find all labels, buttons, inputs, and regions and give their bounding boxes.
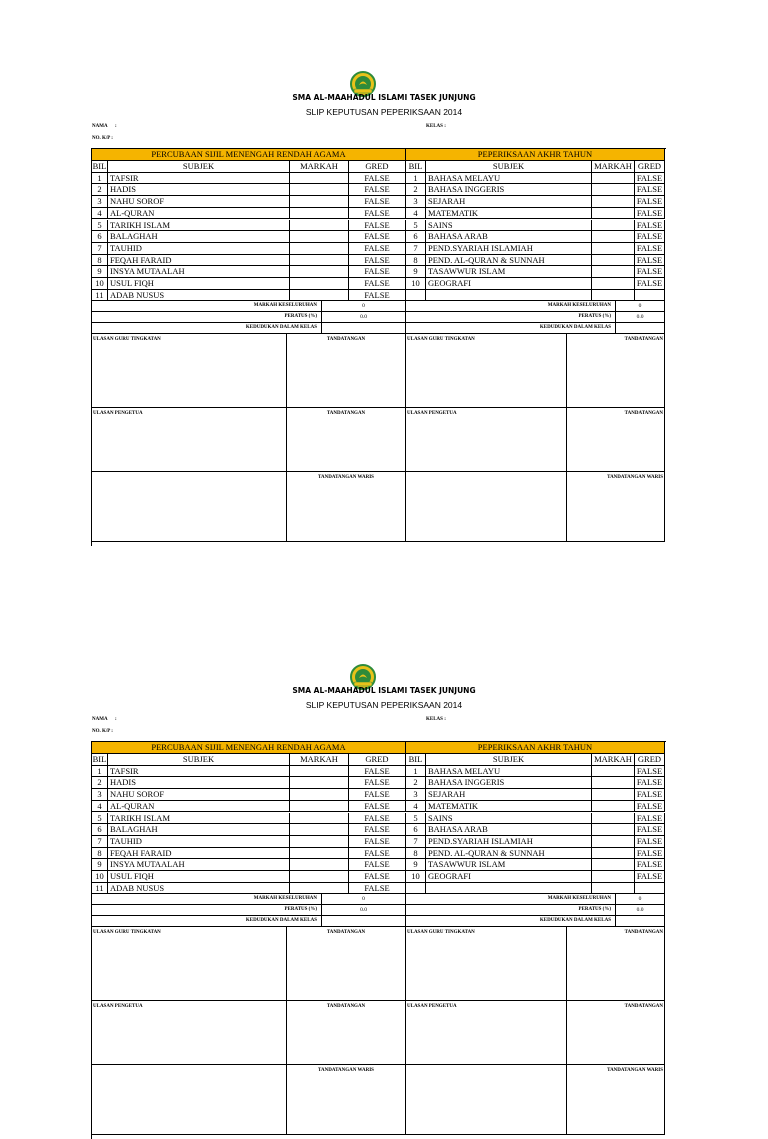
left-row-bil: 9 [92,266,108,278]
left-row-bil: 2 [92,184,108,196]
left-row-subjek: FEQAH FARAID [108,848,290,860]
right-row-markah-input[interactable] [592,766,635,778]
nama-label: NAMA [92,124,108,129]
left-tandatangan-guru-label: TANDATANGAN [326,930,366,936]
right-kedudukan-label: KEDUDUKAN DALAM KELAS [406,916,616,927]
right-row-markah-input[interactable] [592,243,635,255]
right-row-bil: 8 [406,255,426,267]
right-row-subjek: TASAWWUR ISLAM [426,266,592,278]
right-row-subjek: SEJARAH [426,789,592,801]
right-row-bil: 1 [406,766,426,778]
left-row-markah-input[interactable] [290,848,349,860]
right-peratus-label: PERATUS (%) [406,312,616,323]
left-row-bil: 4 [92,208,108,220]
right-row-subjek: SAINS [426,220,592,232]
right-results-section [406,742,665,1139]
left-row-subjek: TARIKH ISLAM [108,813,290,825]
right-row-gred: FALSE [635,266,665,278]
right-row-subjek: SEJARAH [426,196,592,208]
right-markah-keseluruhan-label: MARKAH KESELURUHAN [406,301,616,312]
right-row-markah-input[interactable] [592,255,635,267]
left-tandatangan-pengetua-box[interactable] [287,408,406,472]
left-col-bil: BIL [92,754,107,764]
right-row-empty [406,883,426,895]
result-slip [0,0,768,480]
right-row-bil: 5 [406,813,426,825]
left-row-gred: FALSE [349,266,406,278]
left-row-gred: FALSE [349,871,406,883]
right-ulasan-guru-box[interactable]: ULASAN GURU TINGKATAN [406,334,567,408]
right-row-bil: 10 [406,278,426,290]
left-kedudukan-value [322,916,406,927]
right-row-gred: FALSE [635,824,665,836]
left-row-subjek: TAFSIR [108,766,290,778]
left-section-title: PERCUBAAN SIJIL MENENGAH RENDAH AGAMA [92,149,406,161]
right-row-empty [592,290,635,302]
kelas-label: KELAS : [426,717,446,722]
right-row-markah-input[interactable] [592,777,635,789]
right-row-bil: 3 [406,196,426,208]
left-row-gred: FALSE [349,290,406,302]
left-row-bil: 8 [92,848,108,860]
left-row-gred: FALSE [349,255,406,267]
right-row-bil: 4 [406,208,426,220]
exam-title: SLIP KEPUTUSAN PEPERIKSAAN 2014 [305,107,463,117]
left-col-gred: GRED [349,161,406,173]
right-ulasan-pengetua-box[interactable]: ULASAN PENGETUA [406,408,567,472]
right-row-gred: FALSE [635,196,665,208]
left-row-bil: 11 [92,883,108,895]
right-row-gred: FALSE [635,243,665,255]
right-col-markah: MARKAH [592,754,635,766]
right-col-gred: GRED [635,161,665,173]
left-row-subjek: TARIKH ISLAM [108,220,290,232]
right-row-gred: FALSE [635,255,665,267]
school-name: SMA AL-MAAHADUL ISLAMI TASEK JUNJUNG [292,686,476,695]
right-row-markah-input[interactable] [592,208,635,220]
left-row-gred: FALSE [349,789,406,801]
right-row-subjek: BAHASA ARAB [426,231,592,243]
result-slip [0,593,768,1073]
right-row-gred: FALSE [635,859,665,871]
right-row-subjek: GEOGRAFI [426,871,592,883]
right-row-gred: FALSE [635,801,665,813]
right-row-gred: FALSE [635,813,665,825]
right-row-markah-input[interactable] [592,196,635,208]
right-tandatangan-waris-label: TANDATANGAN WARIS [607,1068,663,1074]
left-row-markah-input[interactable] [290,789,349,801]
left-tandatangan-guru-box[interactable] [287,927,406,1001]
right-row-gred: FALSE [635,848,665,860]
left-row-gred: FALSE [349,777,406,789]
right-row-subjek: PEND.SYARIAH ISLAMIAH [426,243,592,255]
left-results-section [92,742,406,1139]
right-row-markah-input[interactable] [592,220,635,232]
left-row-bil: 5 [92,813,108,825]
left-row-subjek: USUL FIQH [108,871,290,883]
right-row-bil: 4 [406,801,426,813]
left-row-subjek: TAFSIR [108,173,290,185]
left-ulasan-pengetua-box[interactable]: ULASAN PENGETUA [92,408,287,472]
left-markah-keseluruhan-label: MARKAH KESELURUHAN [92,301,322,312]
left-row-subjek: ADAB NUSUS [108,290,290,302]
right-row-markah-input[interactable] [592,836,635,848]
right-tandatangan-pengetua-box[interactable] [567,408,665,472]
right-row-gred: FALSE [635,278,665,290]
results-table [91,741,666,1139]
right-peratus-label: PERATUS (%) [406,905,616,916]
right-row-subjek: MATEMATIK [426,801,592,813]
left-peratus-value: 0.0 [322,312,406,323]
left-peratus-label: PERATUS (%) [92,312,322,323]
right-section-title: PEPERIKSAAN AKHR TAHUN [406,149,665,161]
right-markah-keseluruhan-label: MARKAH KESELURUHAN [406,894,616,905]
right-row-bil: 1 [406,173,426,185]
left-peratus-value: 0.0 [322,905,406,916]
left-markah-keseluruhan-value: 0 [322,301,406,312]
right-row-subjek: BAHASA ARAB [426,824,592,836]
left-row-markah-input[interactable] [290,290,349,302]
left-row-markah-input[interactable] [290,220,349,232]
right-row-gred: FALSE [635,871,665,883]
right-row-gred: FALSE [635,789,665,801]
right-row-markah-input[interactable] [592,801,635,813]
left-row-markah-input[interactable] [290,266,349,278]
left-row-gred: FALSE [349,173,406,185]
right-markah-keseluruhan-value: 0 [616,301,665,312]
left-row-subjek: INSYA MUTAALAH [108,859,290,871]
right-row-markah-input[interactable] [592,231,635,243]
right-row-bil: 2 [406,777,426,789]
school-name: SMA AL-MAAHADUL ISLAMI TASEK JUNJUNG [292,93,476,102]
right-row-subjek: BAHASA MELAYU [426,766,592,778]
left-col-gred: GRED [349,754,406,766]
right-kedudukan-label: KEDUDUKAN DALAM KELAS [406,323,616,334]
left-row-gred: FALSE [349,196,406,208]
right-section-title: PEPERIKSAAN AKHR TAHUN [406,742,665,754]
left-tandatangan-waris-label: TANDATANGAN WARIS [318,1068,374,1074]
left-row-bil: 7 [92,243,108,255]
left-tandatangan-guru-label: TANDATANGAN [326,337,366,343]
left-row-gred: FALSE [349,184,406,196]
right-row-gred: FALSE [635,231,665,243]
right-row-bil: 7 [406,243,426,255]
left-blank-box [92,1065,287,1135]
right-row-empty [426,883,592,895]
left-tandatangan-pengetua-label: TANDATANGAN [326,411,366,417]
right-col-markah: MARKAH [592,161,635,173]
right-tandatangan-pengetua-label: TANDATANGAN [624,411,663,417]
right-tandatangan-guru-box[interactable] [567,927,665,1001]
left-markah-keseluruhan-label: MARKAH KESELURUHAN [92,894,322,905]
right-row-markah-input[interactable] [592,848,635,860]
left-row-subjek: AL-QURAN [108,208,290,220]
left-tandatangan-pengetua-label: TANDATANGAN [326,1004,366,1010]
left-row-bil: 9 [92,859,108,871]
right-row-gred: FALSE [635,220,665,232]
left-row-gred: FALSE [349,208,406,220]
right-row-gred: FALSE [635,836,665,848]
left-tandatangan-guru-box[interactable] [287,334,406,408]
left-col-markah: MARKAH [290,161,349,173]
left-row-subjek: USUL FIQH [108,278,290,290]
left-row-bil: 3 [92,789,108,801]
left-row-markah-input[interactable] [290,801,349,813]
left-ulasan-pengetua-box[interactable]: ULASAN PENGETUA [92,1001,287,1065]
left-col-bil: BIL [92,161,107,171]
right-row-bil: 7 [406,836,426,848]
left-row-gred: FALSE [349,824,406,836]
left-row-markah-input[interactable] [290,196,349,208]
left-row-gred: FALSE [349,813,406,825]
right-tandatangan-waris-box[interactable] [567,1065,665,1135]
right-col-bil: BIL [406,754,426,766]
right-row-markah-input[interactable] [592,789,635,801]
left-row-gred: FALSE [349,883,406,895]
right-col-gred: GRED [635,754,665,766]
right-row-gred: FALSE [635,184,665,196]
right-row-subjek: MATEMATIK [426,208,592,220]
left-col-subjek: SUBJEK [108,161,290,173]
left-tandatangan-waris-box[interactable] [287,472,406,542]
right-row-subjek: BAHASA MELAYU [426,173,592,185]
left-row-subjek: BALAGHAH [108,231,290,243]
left-section-title: PERCUBAAN SIJIL MENENGAH RENDAH AGAMA [92,742,406,754]
left-markah-keseluruhan-value: 0 [322,894,406,905]
right-row-gred: FALSE [635,777,665,789]
left-kedudukan-label: KEDUDUKAN DALAM KELAS [92,916,322,927]
right-col-subjek: SUBJEK [426,754,592,766]
left-tandatangan-waris-label: TANDATANGAN WARIS [318,475,374,481]
right-tandatangan-guru-box[interactable] [567,334,665,408]
left-row-bil: 6 [92,824,108,836]
left-row-subjek: HADIS [108,777,290,789]
left-row-markah-input[interactable] [290,231,349,243]
right-row-bil: 5 [406,220,426,232]
left-row-subjek: HADIS [108,184,290,196]
left-row-gred: FALSE [349,848,406,860]
left-row-subjek: INSYA MUTAALAH [108,266,290,278]
right-row-markah-input[interactable] [592,859,635,871]
right-row-subjek: PEND.SYARIAH ISLAMIAH [426,836,592,848]
left-row-gred: FALSE [349,278,406,290]
nama-colon: : [115,124,117,129]
left-ulasan-guru-box[interactable]: ULASAN GURU TINGKATAN [92,334,287,408]
left-row-bil: 8 [92,255,108,267]
left-row-gred: FALSE [349,766,406,778]
nama-label: NAMA [92,717,108,722]
right-row-gred: FALSE [635,173,665,185]
right-row-bil: 9 [406,859,426,871]
right-markah-keseluruhan-value: 0 [616,894,665,905]
left-row-markah-input[interactable] [290,836,349,848]
right-row-bil: 9 [406,266,426,278]
right-row-subjek: BAHASA INGGERIS [426,777,592,789]
nokp-label: NO. K/P : [92,729,113,734]
right-blank-box [406,1065,567,1135]
left-row-markah-input[interactable] [290,859,349,871]
left-row-subjek: NAHU SOROF [108,196,290,208]
left-row-subjek: TAUHID [108,243,290,255]
right-row-subjek: BAHASA INGGERIS [426,184,592,196]
left-row-bil: 4 [92,801,108,813]
kelas-label: KELAS : [426,124,446,129]
right-tandatangan-waris-label: TANDATANGAN WARIS [607,475,663,481]
right-row-subjek: PEND. AL-QURAN & SUNNAH [426,848,592,860]
left-peratus-label: PERATUS (%) [92,905,322,916]
left-row-bil: 3 [92,196,108,208]
right-row-bil: 10 [406,871,426,883]
left-row-gred: FALSE [349,836,406,848]
right-kedudukan-value [616,916,665,927]
right-peratus-value: 0.0 [616,312,665,323]
left-kedudukan-value [322,323,406,334]
right-row-markah-input[interactable] [592,824,635,836]
left-row-markah-input[interactable] [290,871,349,883]
right-kedudukan-value [616,323,665,334]
left-row-subjek: BALAGHAH [108,824,290,836]
right-col-bil: BIL [406,161,426,173]
right-row-markah-input[interactable] [592,266,635,278]
right-row-subjek: SAINS [426,813,592,825]
right-ulasan-pengetua-box[interactable]: ULASAN PENGETUA [406,1001,567,1065]
left-blank-box [92,472,287,542]
right-row-markah-input[interactable] [592,813,635,825]
left-row-markah-input[interactable] [290,243,349,255]
left-row-bil: 2 [92,777,108,789]
left-row-markah-input[interactable] [290,184,349,196]
left-row-subjek: NAHU SOROF [108,789,290,801]
left-row-subjek: AL-QURAN [108,801,290,813]
left-col-markah: MARKAH [290,754,349,766]
left-row-bil: 1 [92,766,108,778]
left-ulasan-guru-box[interactable]: ULASAN GURU TINGKATAN [92,927,287,1001]
left-row-markah-input[interactable] [290,255,349,267]
right-row-gred: FALSE [635,208,665,220]
nokp-label: NO. K/P : [92,136,113,141]
left-row-bil: 10 [92,871,108,883]
right-tandatangan-guru-label: TANDATANGAN [624,337,663,343]
results-table [91,148,666,546]
right-tandatangan-waris-box[interactable] [567,472,665,542]
left-tandatangan-pengetua-box[interactable] [287,1001,406,1065]
left-row-markah-input[interactable] [290,777,349,789]
left-results-section [92,149,406,546]
left-row-gred: FALSE [349,220,406,232]
right-row-subjek: TASAWWUR ISLAM [426,859,592,871]
right-row-empty [592,883,635,895]
left-row-markah-input[interactable] [290,766,349,778]
left-kedudukan-label: KEDUDUKAN DALAM KELAS [92,323,322,334]
left-row-subjek: FEQAH FARAID [108,255,290,267]
left-row-bil: 7 [92,836,108,848]
left-tandatangan-waris-box[interactable] [287,1065,406,1135]
right-row-empty [635,883,665,895]
right-tandatangan-guru-label: TANDATANGAN [624,930,663,936]
left-row-gred: FALSE [349,801,406,813]
left-col-subjek: SUBJEK [108,754,290,766]
left-row-bil: 5 [92,220,108,232]
right-col-subjek: SUBJEK [426,161,592,173]
right-row-empty [426,290,592,302]
right-row-markah-input[interactable] [592,871,635,883]
left-row-markah-input[interactable] [290,883,349,895]
left-row-bil: 10 [92,278,108,290]
left-row-markah-input[interactable] [290,278,349,290]
right-row-empty [635,290,665,302]
exam-title: SLIP KEPUTUSAN PEPERIKSAAN 2014 [305,700,463,710]
right-row-gred: FALSE [635,766,665,778]
right-row-bil: 2 [406,184,426,196]
left-row-gred: FALSE [349,243,406,255]
right-tandatangan-pengetua-label: TANDATANGAN [624,1004,663,1010]
left-row-markah-input[interactable] [290,824,349,836]
right-row-subjek: PEND. AL-QURAN & SUNNAH [426,255,592,267]
right-ulasan-guru-box[interactable]: ULASAN GURU TINGKATAN [406,927,567,1001]
right-tandatangan-pengetua-box[interactable] [567,1001,665,1065]
left-row-bil: 1 [92,173,108,185]
right-row-bil: 8 [406,848,426,860]
right-results-section [406,149,665,546]
right-row-markah-input[interactable] [592,173,635,185]
left-row-bil: 11 [92,290,108,302]
right-row-bil: 3 [406,789,426,801]
right-row-subjek: GEOGRAFI [426,278,592,290]
right-row-bil: 6 [406,824,426,836]
right-row-bil: 6 [406,231,426,243]
left-row-markah-input[interactable] [290,173,349,185]
left-row-subjek: ADAB NUSUS [108,883,290,895]
left-row-markah-input[interactable] [290,813,349,825]
left-row-gred: FALSE [349,859,406,871]
right-row-empty [406,290,426,302]
right-row-markah-input[interactable] [592,278,635,290]
left-row-gred: FALSE [349,231,406,243]
left-row-bil: 6 [92,231,108,243]
right-blank-box [406,472,567,542]
left-row-markah-input[interactable] [290,208,349,220]
right-peratus-value: 0.0 [616,905,665,916]
nama-colon: : [115,717,117,722]
right-row-markah-input[interactable] [592,184,635,196]
left-row-subjek: TAUHID [108,836,290,848]
